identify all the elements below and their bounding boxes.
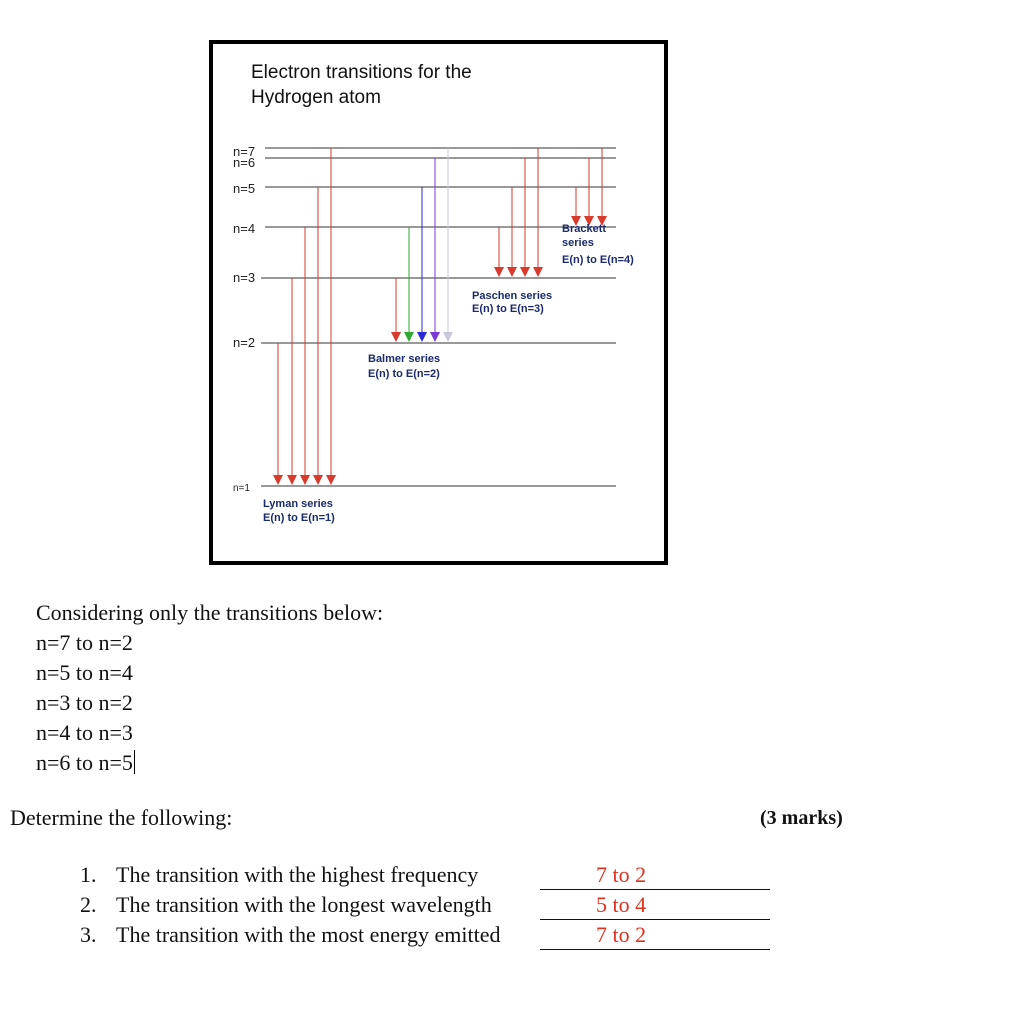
energy-level-label: n=2 <box>233 335 256 350</box>
balmer-arrow-head <box>404 332 414 342</box>
energy-level-label: n=5 <box>233 181 256 196</box>
energy-level-svg <box>213 44 664 561</box>
paschen-arrow-head <box>520 267 530 277</box>
energy-level-label: n=1 <box>233 483 250 494</box>
question-number: 3. <box>80 922 97 947</box>
intro-heading: Considering only the transitions below: <box>36 600 384 625</box>
lyman-series-label: E(n) to E(n=1) <box>263 512 335 524</box>
question-text: The transition with the most energy emitted <box>116 922 501 947</box>
answer-text: 5 to 4 <box>596 892 647 917</box>
answer-blank[interactable] <box>540 922 770 950</box>
brackett-series-label: Brackett <box>562 223 607 235</box>
balmer-arrow-head <box>391 332 401 342</box>
energy-level-label: n=3 <box>233 270 256 285</box>
transition-item: n=5 to n=4 <box>36 660 133 685</box>
balmer-arrow-head <box>417 332 427 342</box>
question-text: The transition with the longest wavelength <box>116 892 492 917</box>
energy-level-diagram <box>209 40 668 565</box>
diagram-title-line1: Electron transitions for the <box>251 62 472 83</box>
transition-item: n=6 to n=5 <box>36 750 133 775</box>
paschen-arrow-head <box>507 267 517 277</box>
text-cursor <box>134 750 135 774</box>
paschen-series-label: E(n) to E(n=3) <box>472 303 544 315</box>
question-number: 1. <box>80 862 97 887</box>
energy-level-label: n=7 <box>233 144 256 159</box>
answer-text: 7 to 2 <box>596 862 647 887</box>
answer-text: 7 to 2 <box>596 922 647 947</box>
lyman-arrow-head <box>313 475 323 485</box>
paschen-arrow-head <box>533 267 543 277</box>
balmer-arrow-head <box>443 332 453 342</box>
balmer-series-label: E(n) to E(n=2) <box>368 368 440 380</box>
question-text: The transition with the highest frequency <box>116 862 479 887</box>
lyman-arrow-head <box>300 475 310 485</box>
diagram-title-line2: Hydrogen atom <box>251 87 381 108</box>
brackett-series-label: series <box>562 237 594 249</box>
transition-item: n=7 to n=2 <box>36 630 133 655</box>
transition-item-last[interactable] <box>36 748 383 778</box>
lyman-arrow-head <box>287 475 297 485</box>
transition-item: n=3 to n=2 <box>36 690 133 715</box>
paschen-series-label: Paschen series <box>472 290 553 302</box>
lyman-series-label: Lyman series <box>263 498 333 510</box>
lyman-arrow-head <box>273 475 283 485</box>
paschen-arrow-head <box>494 267 504 277</box>
balmer-arrow-head <box>430 332 440 342</box>
transition-list <box>36 598 383 778</box>
answer-blank[interactable] <box>540 862 770 890</box>
determine-prompt: Determine the following: <box>10 805 233 830</box>
brackett-series-label: E(n) to E(n=4) <box>562 254 634 266</box>
answer-blank[interactable] <box>540 892 770 920</box>
energy-level-label: n=4 <box>233 221 256 236</box>
transition-item: n=4 to n=3 <box>36 720 133 745</box>
lyman-arrow-head <box>326 475 336 485</box>
balmer-series-label: Balmer series <box>368 353 441 365</box>
energy-level-label: n=6 <box>233 155 256 170</box>
question-number: 2. <box>80 892 97 917</box>
marks-label: (3 marks) <box>760 807 843 829</box>
